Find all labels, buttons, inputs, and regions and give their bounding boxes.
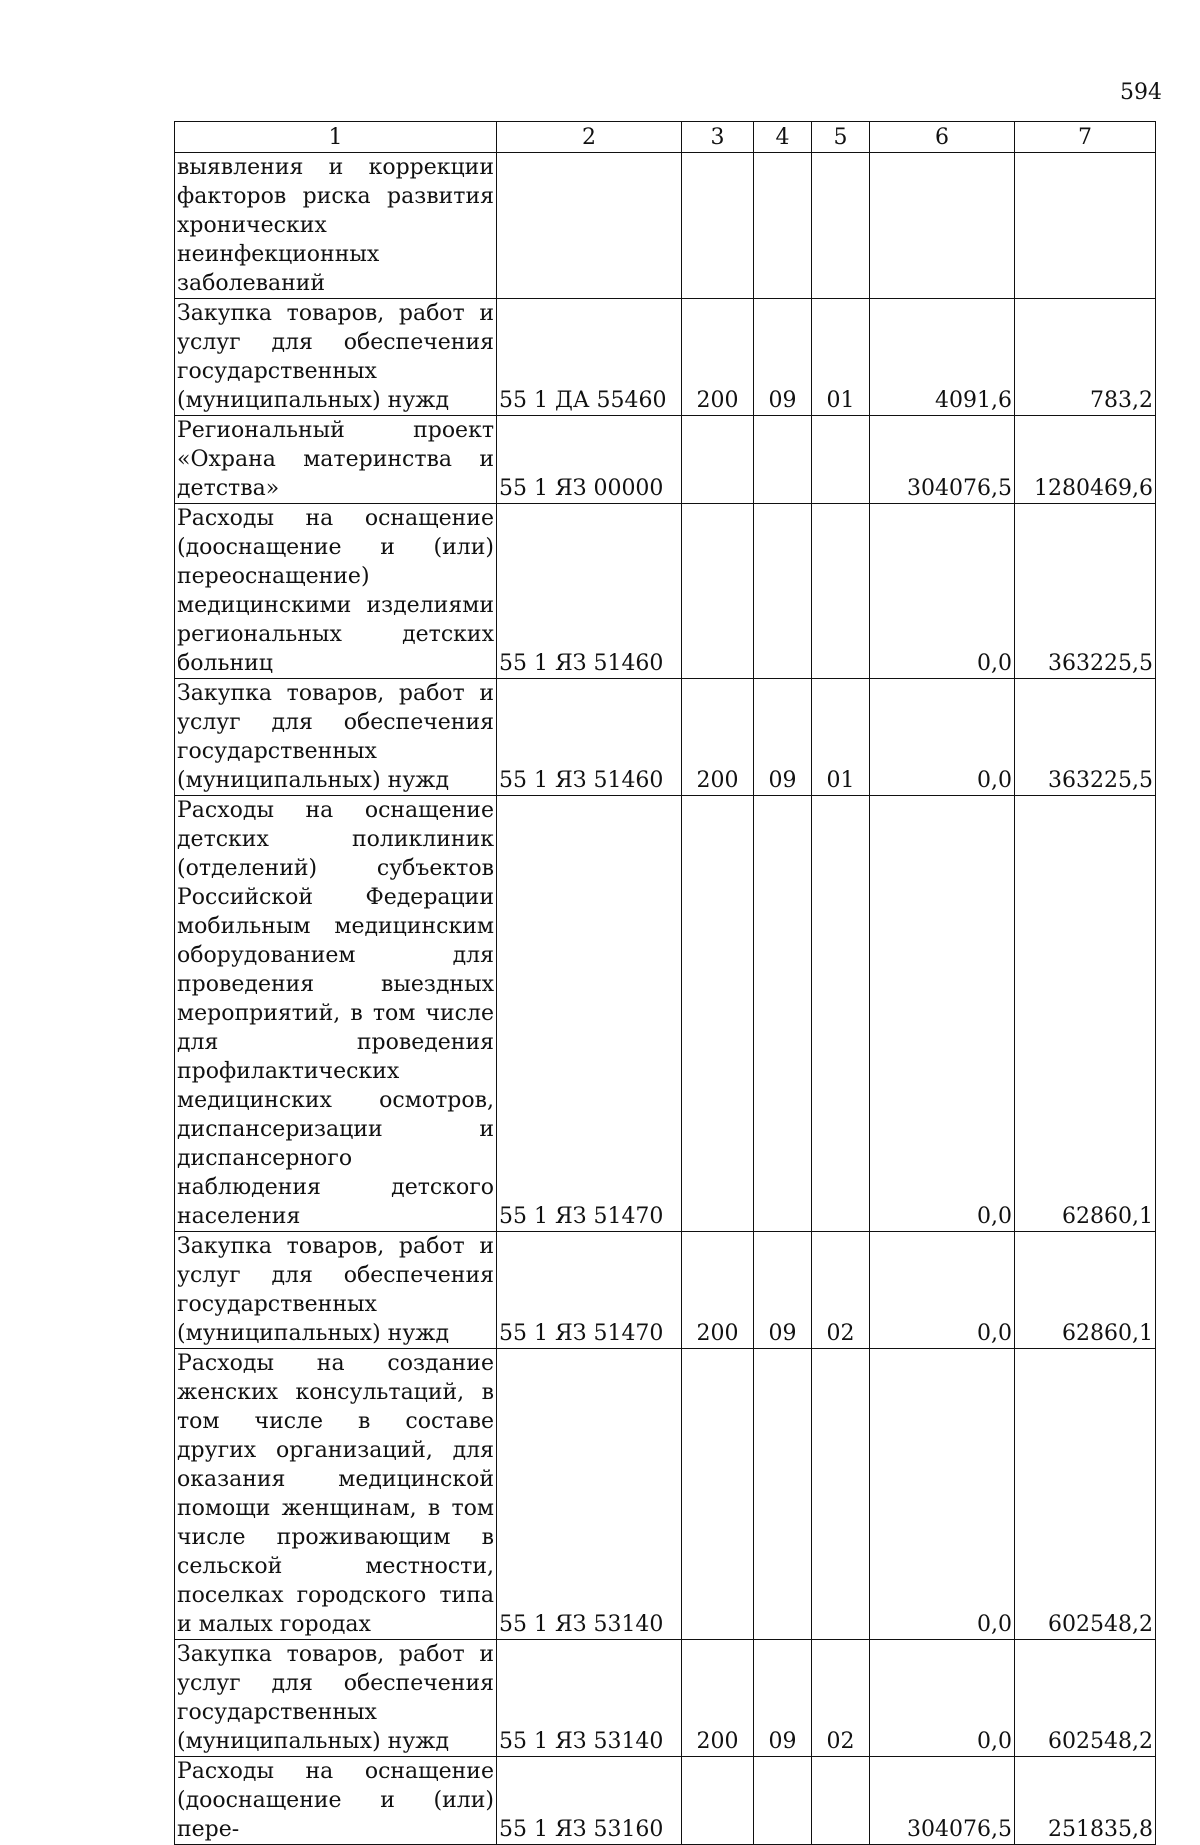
- row-description: Расходы на создание женских консультаций, в том числе в составе других организаций, для оказания медицинской помощи женщинам, в том числе проживающим в сельской местности, поселках городского типа и малых городах: [175, 1349, 497, 1640]
- table-row: [175, 153, 1156, 299]
- row-col6: 0,0: [870, 504, 1015, 679]
- row-col5: [812, 796, 870, 1232]
- row-col5: [812, 504, 870, 679]
- row-description: Расходы на оснащение (дооснащение и (или) переоснащение) медицинскими изделиями региональных детских больниц: [175, 504, 497, 679]
- budget-table: [174, 121, 1156, 1845]
- row-col3: 200: [682, 299, 754, 416]
- row-col7: 363225,5: [1015, 679, 1156, 796]
- row-description: выявления и коррекции факторов риска развития хронических неинфекционных заболеваний: [175, 153, 497, 299]
- row-code: [497, 153, 682, 299]
- row-col7: [1015, 153, 1156, 299]
- row-col4: [754, 416, 812, 504]
- row-description: Закупка товаров, работ и услуг для обеспечения государственных (муниципальных) нужд: [175, 1640, 497, 1757]
- row-code: 55 1 ЯЗ 51470: [497, 796, 682, 1232]
- row-col4: [754, 796, 812, 1232]
- row-col3: 200: [682, 679, 754, 796]
- row-col4: 09: [754, 1232, 812, 1349]
- row-col6: 0,0: [870, 796, 1015, 1232]
- table-row: [175, 679, 1156, 796]
- row-col3: [682, 1349, 754, 1640]
- row-col4: [754, 1757, 812, 1845]
- row-description: Расходы на оснащение (дооснащение и (или) пере-: [175, 1757, 497, 1845]
- row-col7: 783,2: [1015, 299, 1156, 416]
- row-col7: 62860,1: [1015, 1232, 1156, 1349]
- row-col4: 09: [754, 299, 812, 416]
- row-col6: 4091,6: [870, 299, 1015, 416]
- row-col7: 1280469,6: [1015, 416, 1156, 504]
- row-col7: 251835,8: [1015, 1757, 1156, 1845]
- row-description: Региональный проект «Охрана материнства и детства»: [175, 416, 497, 504]
- row-code: 55 1 ЯЗ 00000: [497, 416, 682, 504]
- row-col6: 0,0: [870, 679, 1015, 796]
- column-header-6: 6: [870, 122, 1015, 153]
- row-code: 55 1 ЯЗ 53160: [497, 1757, 682, 1845]
- row-col3: [682, 504, 754, 679]
- column-header-5: 5: [812, 122, 870, 153]
- column-header-1: 1: [175, 122, 497, 153]
- row-col5: [812, 1349, 870, 1640]
- row-col3: 200: [682, 1640, 754, 1757]
- table-row: [175, 796, 1156, 1232]
- row-col4: 09: [754, 679, 812, 796]
- row-col4: [754, 153, 812, 299]
- column-header-4: 4: [754, 122, 812, 153]
- row-code: 55 1 ЯЗ 53140: [497, 1640, 682, 1757]
- table-body: [175, 153, 1156, 1845]
- page-number: 594: [1120, 80, 1162, 105]
- row-col4: [754, 1349, 812, 1640]
- row-col6: 0,0: [870, 1232, 1015, 1349]
- row-col7: 602548,2: [1015, 1640, 1156, 1757]
- row-col6: 304076,5: [870, 416, 1015, 504]
- row-code: 55 1 ЯЗ 53140: [497, 1349, 682, 1640]
- column-header-7: 7: [1015, 122, 1156, 153]
- row-col5: [812, 1757, 870, 1845]
- row-col3: [682, 796, 754, 1232]
- row-code: 55 1 ЯЗ 51460: [497, 679, 682, 796]
- table-row: [175, 504, 1156, 679]
- row-col5: 02: [812, 1232, 870, 1349]
- row-col4: 09: [754, 1640, 812, 1757]
- column-header-2: 2: [497, 122, 682, 153]
- table-row: [175, 416, 1156, 504]
- row-col4: [754, 504, 812, 679]
- row-col5: 02: [812, 1640, 870, 1757]
- table-row: [175, 1232, 1156, 1349]
- row-col6: 0,0: [870, 1349, 1015, 1640]
- row-col5: [812, 153, 870, 299]
- row-description: Закупка товаров, работ и услуг для обеспечения государственных (муниципальных) нужд: [175, 299, 497, 416]
- table-row: [175, 1349, 1156, 1640]
- column-header-3: 3: [682, 122, 754, 153]
- row-description: Расходы на оснащение детских поликлиник (отделений) субъектов Российской Федерации мобильным медицинским оборудованием для проведения выездных мероприятий, в том числе для проведения профилактических медицинских осмотров, диспансеризации и диспансерного наблюдения детского населения: [175, 796, 497, 1232]
- row-col6: 0,0: [870, 1640, 1015, 1757]
- row-col6: 304076,5: [870, 1757, 1015, 1845]
- row-col7: 602548,2: [1015, 1349, 1156, 1640]
- header-row: [175, 122, 1156, 153]
- table-row: [175, 1640, 1156, 1757]
- row-description: Закупка товаров, работ и услуг для обеспечения государственных (муниципальных) нужд: [175, 1232, 497, 1349]
- row-code: 55 1 ДА 55460: [497, 299, 682, 416]
- table-row: [175, 299, 1156, 416]
- row-col3: 200: [682, 1232, 754, 1349]
- row-description: Закупка товаров, работ и услуг для обеспечения государственных (муниципальных) нужд: [175, 679, 497, 796]
- row-col5: 01: [812, 679, 870, 796]
- row-col3: [682, 1757, 754, 1845]
- row-col7: 62860,1: [1015, 796, 1156, 1232]
- row-col5: 01: [812, 299, 870, 416]
- row-col3: [682, 153, 754, 299]
- row-col7: 363225,5: [1015, 504, 1156, 679]
- row-col3: [682, 416, 754, 504]
- row-code: 55 1 ЯЗ 51460: [497, 504, 682, 679]
- table-row: [175, 1757, 1156, 1845]
- row-col6: [870, 153, 1015, 299]
- row-code: 55 1 ЯЗ 51470: [497, 1232, 682, 1349]
- row-col5: [812, 416, 870, 504]
